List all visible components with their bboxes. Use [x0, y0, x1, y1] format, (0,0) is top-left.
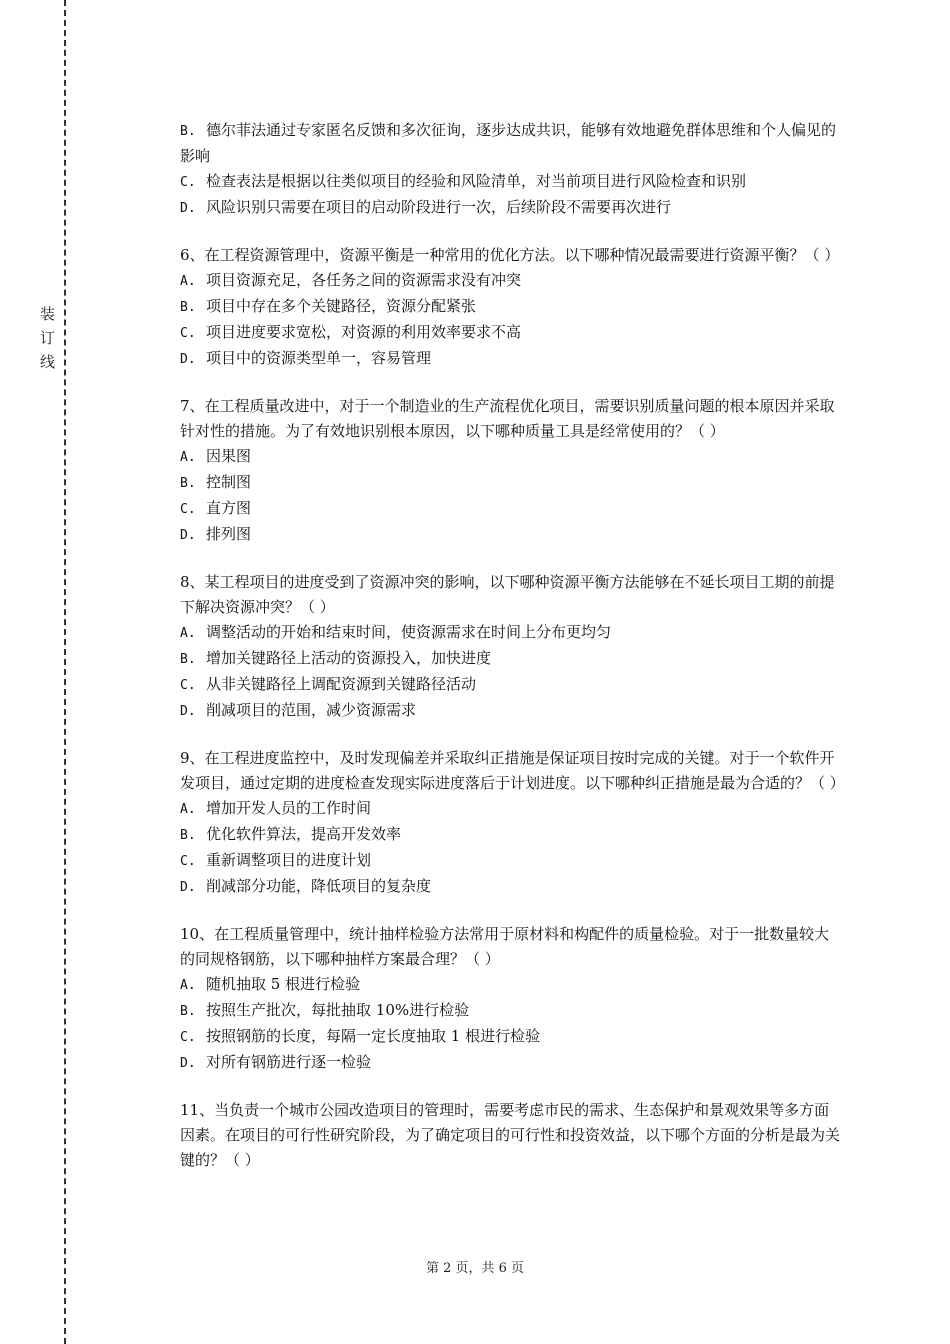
- question-stem: 11、当负责一个城市公园改造项目的管理时，需要考虑市民的需求、生态保护和景观效果等多方面因素。在项目的可行性研究阶段，为了确定项目的可行性和投资效益，以下哪个方面的分析是最为关键的？（ ）: [180, 1101, 841, 1169]
- option-b: [180, 294, 840, 320]
- option-b: [180, 646, 840, 672]
- option-a: [180, 796, 840, 822]
- option-text: 增加开发人员的工作时间: [206, 799, 372, 817]
- question-stem: 10、在工程质量管理中，统计抽样检验方法常用于原材料和构配件的质量检验。对于一批数量较大的同规格钢筋，以下哪种抽样方案最合理？（ ）: [180, 925, 830, 968]
- option-letter: D.: [180, 704, 196, 719]
- option-text: 按照生产批次，每批抽取 10%进行检验: [206, 1001, 470, 1019]
- option-d: [180, 874, 840, 900]
- option-text: 增加关键路径上活动的资源投入，加快进度: [206, 649, 492, 667]
- question-list: [180, 118, 845, 1195]
- option-letter: B.: [180, 476, 196, 491]
- question-11: [180, 1098, 840, 1173]
- option-letter: C.: [180, 326, 196, 341]
- question-6: [180, 243, 840, 372]
- option-c: [180, 320, 840, 346]
- option-letter: B.: [180, 124, 196, 139]
- option-letter: C.: [180, 175, 196, 190]
- option-letter: B.: [180, 828, 196, 843]
- option-text: 检查表法是根据以往类似项目的经验和风险清单，对当前项目进行风险检查和识别: [206, 172, 747, 190]
- question-7: [180, 394, 840, 548]
- option-letter: C.: [180, 854, 196, 869]
- option-c: [180, 672, 840, 698]
- option-c: [180, 169, 840, 195]
- page-footer: 第 2 页，共 6 页: [425, 1261, 525, 1276]
- binding-label-area: [40, 296, 60, 578]
- option-text: 项目进度要求宽松，对资源的利用效率要求不高: [206, 323, 522, 341]
- option-letter: B.: [180, 652, 196, 667]
- option-letter: A.: [180, 802, 196, 817]
- question-stem: 9、在工程进度监控中，及时发现偏差并采取纠正措施是保证项目按时完成的关键。对于一个软件开发项目，通过定期的进度检查发现实际进度落后于计划进度。以下哪种纠正措施是最为合适的？（ ）: [180, 749, 845, 792]
- option-text: 直方图: [206, 499, 252, 517]
- option-letter: D.: [180, 1056, 196, 1071]
- option-letter: A.: [180, 978, 196, 993]
- option-letter: A.: [180, 450, 196, 465]
- option-text: 随机抽取 5 根进行检验: [206, 975, 361, 993]
- option-text: 控制图: [206, 473, 252, 491]
- option-b: [180, 998, 840, 1024]
- option-text: 重新调整项目的进度计划: [206, 851, 372, 869]
- question-stem: 6、在工程资源管理中，资源平衡是一种常用的优化方法。以下哪种情况最需要进行资源平衡？（ ）: [180, 246, 840, 264]
- option-d: [180, 346, 840, 372]
- option-letter: C.: [180, 1030, 196, 1045]
- option-text: 因果图: [206, 447, 252, 465]
- option-text: 削减项目的范围，减少资源需求: [206, 701, 417, 719]
- option-text: 从非关键路径上调配资源到关键路径活动: [206, 675, 477, 693]
- option-text: 风险识别只需要在项目的启动阶段进行一次，后续阶段不需要再次进行: [206, 198, 672, 216]
- question-10: [180, 922, 840, 1076]
- option-d: [180, 1050, 840, 1076]
- option-letter: B.: [180, 1004, 196, 1019]
- option-text: 排列图: [206, 525, 252, 543]
- option-c: [180, 1024, 840, 1050]
- question-stem: 8、某工程项目的进度受到了资源冲突的影响，以下哪种资源平衡方法能够在不延长项目工期的前提下解决资源冲突？（ ）: [180, 573, 835, 616]
- option-b: [180, 470, 840, 496]
- option-letter: D.: [180, 352, 196, 367]
- option-d: [180, 522, 840, 548]
- option-text: 项目资源充足，各任务之间的资源需求没有冲突: [206, 271, 522, 289]
- option-letter: A.: [180, 626, 196, 641]
- option-letter: A.: [180, 274, 196, 289]
- option-a: [180, 268, 840, 294]
- option-letter: C.: [180, 502, 196, 517]
- option-b: [180, 118, 840, 169]
- option-c: [180, 496, 840, 522]
- option-c: [180, 848, 840, 874]
- option-text: 削减部分功能，降低项目的复杂度: [206, 877, 432, 895]
- question-9: [180, 746, 845, 900]
- option-text: 项目中存在多个关键路径，资源分配紧张: [206, 297, 477, 315]
- option-d: [180, 698, 840, 724]
- option-text: 优化软件算法，提高开发效率: [206, 825, 402, 843]
- question-8: [180, 570, 840, 724]
- option-d: [180, 195, 840, 221]
- question-stem: 7、在工程质量改进中，对于一个制造业的生产流程优化项目，需要识别质量问题的根本原因并采取针对性的措施。为了有效地识别根本原因，以下哪种质量工具是经常使用的？（ ）: [180, 397, 835, 440]
- option-letter: D.: [180, 880, 196, 895]
- option-letter: D.: [180, 201, 196, 216]
- option-text: 项目中的资源类型单一，容易管理: [206, 349, 432, 367]
- option-a: [180, 444, 840, 470]
- option-letter: C.: [180, 678, 196, 693]
- question-5-continued: [180, 118, 840, 221]
- option-text: 对所有钢筋进行逐一检验: [206, 1053, 372, 1071]
- option-text: 德尔菲法通过专家匿名反馈和多次征询，逐步达成共识，能够有效地避免群体思维和个人偏见的影响: [180, 121, 837, 165]
- option-letter: B.: [180, 300, 196, 315]
- option-b: [180, 822, 840, 848]
- option-a: [180, 620, 840, 646]
- option-text: 按照钢筋的长度，每隔一定长度抽取 1 根进行检验: [206, 1027, 541, 1045]
- option-letter: D.: [180, 528, 196, 543]
- binding-dashed-line: [64, 0, 66, 1344]
- binding-label: 装订线: [40, 305, 56, 371]
- option-text: 调整活动的开始和结束时间，使资源需求在时间上分布更均匀: [206, 623, 612, 641]
- option-a: [180, 972, 840, 998]
